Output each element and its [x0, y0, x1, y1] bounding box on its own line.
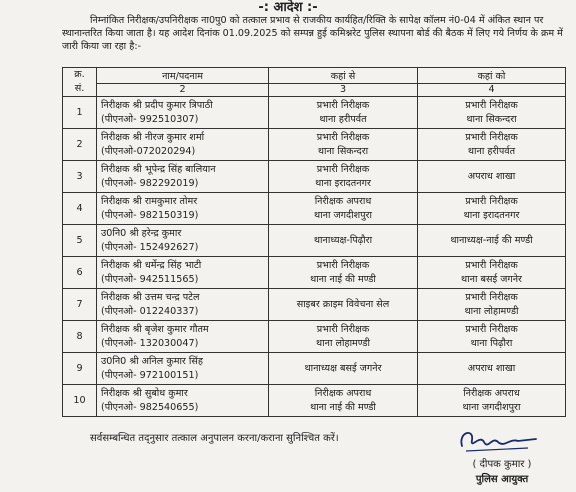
to-cell-line: प्रभारी निरीक्षक	[465, 291, 518, 303]
from-cell-line: थाना हरीपर्वत	[319, 113, 367, 125]
name-cell	[97, 385, 269, 417]
from-cell	[269, 161, 418, 193]
from-cell-line: निरीक्षक अपराध	[314, 387, 372, 399]
name-cell-line: निरीक्षक श्री रामकुमार तोमर	[101, 195, 198, 207]
serial-number-cell: 4	[63, 193, 97, 225]
name-cell-line: (पीएनओ- 982292019)	[101, 177, 199, 189]
name-cell-line: उ0नि0 श्री अनिल कुमार सिंह	[101, 355, 203, 367]
from-cell-line: प्रभारी निरीक्षक	[316, 323, 370, 335]
name-cell-line: निरीक्षक श्री प्रदीप कुमार त्रिपाठी	[101, 99, 213, 111]
name-cell-line: निरीक्षक श्री धर्मेन्द्र सिंह भाटी	[101, 259, 202, 271]
header-name: नाम/पदनाम	[97, 68, 269, 84]
index-cell-4: 4	[418, 83, 566, 96]
to-cell-line: प्रभारी निरीक्षक	[465, 195, 518, 207]
name-cell-line: (पीएनओ-072020294)	[101, 145, 196, 157]
to-cell-line: प्रभारी निरीक्षक	[465, 323, 518, 335]
name-cell-line: (पीएनओ- 132030047)	[101, 337, 199, 349]
serial-number-cell: 8	[63, 321, 97, 353]
from-cell-line: प्रभारी निरीक्षक	[316, 99, 370, 111]
table-index-row	[63, 83, 566, 96]
table-body	[63, 97, 566, 417]
name-cell	[97, 161, 269, 193]
to-cell-line: प्रभारी निरीक्षक	[465, 99, 518, 111]
table-row	[63, 129, 566, 161]
name-cell-line: (पीएनओ- 152492627)	[101, 241, 199, 253]
header-sn	[63, 68, 97, 97]
name-cell-line: निरीक्षक श्री बृजेश कुमार गौतम	[101, 323, 209, 335]
name-cell-line: (पीएनओ- 982540655)	[101, 401, 199, 413]
from-cell-line: थाना नाई की मण्डी	[310, 273, 376, 285]
from-cell	[269, 289, 418, 321]
from-cell-line: साइबर क्राइम विवेचना सेल	[296, 298, 390, 310]
to-cell-line: थानाध्यक्ष-नाई की मण्डी	[450, 234, 533, 246]
from-cell	[269, 385, 418, 417]
serial-number-cell: 2	[63, 129, 97, 161]
table-row	[63, 193, 566, 225]
to-cell-line: प्रभारी निरीक्षक	[465, 131, 518, 143]
signatory-name: ( दीपक कुमार )	[472, 459, 532, 470]
to-cell-line: थाना इरादतनगर	[463, 209, 520, 221]
from-cell-line: प्रभारी निरीक्षक	[316, 131, 370, 143]
table-header-row	[63, 68, 566, 84]
serial-number-cell: 1	[63, 97, 97, 129]
from-cell	[269, 321, 418, 353]
header-from: कहां से	[269, 68, 418, 84]
serial-number-cell: 9	[63, 353, 97, 385]
name-cell	[97, 193, 269, 225]
serial-number-cell: 10	[63, 385, 97, 417]
from-cell-line: थानाध्यक्ष-पिढ़ौरा	[313, 234, 373, 246]
serial-number-cell: 6	[63, 257, 97, 289]
header-sn-line-1: क्र.	[74, 69, 85, 80]
from-cell-line: थानाध्यक्ष बसई जगनेर	[304, 362, 382, 374]
name-cell	[97, 129, 269, 161]
to-cell	[418, 97, 566, 129]
to-cell	[418, 225, 566, 257]
serial-number-cell: 5	[63, 225, 97, 257]
table-row	[63, 353, 566, 385]
to-cell-line: थाना बसई जगनेर	[461, 273, 522, 285]
name-cell	[97, 289, 269, 321]
to-cell-line: थाना सिकन्दरा	[466, 113, 517, 125]
name-cell-line: (पीएनओ- 942511565)	[101, 273, 199, 285]
from-cell	[269, 193, 418, 225]
table-row	[63, 161, 566, 193]
name-cell	[97, 257, 269, 289]
name-cell-line: (पीएनओ- 012240337)	[101, 305, 199, 317]
from-cell-line: थाना जगदीशपुरा	[314, 209, 372, 221]
from-cell	[269, 225, 418, 257]
name-cell-line: (पीएनओ- 992510307)	[101, 113, 199, 125]
table-row	[63, 257, 566, 289]
to-cell-line: थाना लोहामण्डी	[464, 305, 519, 317]
to-cell	[418, 129, 566, 161]
header-to: कहां को	[418, 68, 566, 84]
from-cell-line: थाना सिकन्दरा	[317, 145, 369, 157]
table-row	[63, 385, 566, 417]
from-cell	[269, 97, 418, 129]
document-title: -: आदेश :-	[258, 0, 318, 15]
closing-instruction: सर्वसम्बन्धित तद्नुसार तत्काल अनुपालन करना/कराना सुनिश्चित करें।	[90, 433, 339, 444]
from-cell-line: प्रभारी निरीक्षक	[316, 259, 370, 271]
to-cell	[418, 289, 566, 321]
table-row	[63, 97, 566, 129]
to-cell	[418, 161, 566, 193]
name-cell-line: (पीएनओ- 972100151)	[101, 369, 199, 381]
to-cell	[418, 257, 566, 289]
intro-paragraph	[62, 14, 568, 54]
name-cell	[97, 97, 269, 129]
index-cell-3: 3	[269, 83, 418, 96]
name-cell	[97, 225, 269, 257]
table-row	[63, 225, 566, 257]
name-cell-line: निरीक्षक श्री नीरज कुमार शर्मा	[101, 131, 205, 143]
to-cell	[418, 353, 566, 385]
to-cell-line: थाना पिढ़ौरा	[470, 337, 513, 349]
index-cell-2: 2	[97, 83, 269, 96]
from-cell-line: निरीक्षक अपराध	[314, 195, 372, 207]
name-cell-line: (पीएनओ- 982150319)	[101, 209, 199, 221]
from-cell-line: थाना इरादतनगर	[315, 177, 371, 189]
from-cell-line: प्रभारी निरीक्षक	[316, 163, 370, 175]
to-cell-line: थाना हरीपर्वत	[467, 145, 516, 157]
from-cell-line: थाना लोहामण्डी	[316, 337, 370, 349]
to-cell-line: निरीक्षक अपराध	[463, 387, 520, 399]
table-row	[63, 321, 566, 353]
to-cell-line: थाना जगदीशपुरा	[462, 401, 521, 413]
serial-number-cell: 3	[63, 161, 97, 193]
from-cell	[269, 353, 418, 385]
name-cell-line: निरीक्षक श्री उत्तम चन्द्र पटेल	[101, 291, 200, 303]
to-cell	[418, 385, 566, 417]
name-cell-line: निरीक्षक श्री भूपेन्द्र सिंह बालियान	[101, 163, 216, 175]
table-row	[63, 289, 566, 321]
signatory-designation: पुलिस आयुक्त	[475, 474, 529, 485]
name-cell-line: निरीक्षक श्री सुबोध कुमार	[101, 387, 188, 399]
name-cell	[97, 353, 269, 385]
from-cell	[269, 257, 418, 289]
to-cell-line: अपराध शाखा	[467, 362, 516, 374]
to-cell-line: अपराध शाखा	[467, 170, 516, 182]
to-cell	[418, 321, 566, 353]
signature-mark	[440, 424, 560, 458]
transfer-table	[62, 67, 566, 417]
to-cell-line: प्रभारी निरीक्षक	[465, 259, 518, 271]
serial-number-cell: 7	[63, 289, 97, 321]
header-sn-line-2: सं.	[74, 83, 85, 94]
to-cell	[418, 193, 566, 225]
name-cell-line: उ0नि0 श्री हरेन्द्र कुमार	[101, 227, 182, 239]
from-cell	[269, 129, 418, 161]
from-cell-line: थाना नाई की मण्डी	[310, 401, 376, 413]
intro-text: निम्नांकित निरीक्षक/उपनिरीक्षक ना0पु0 को तत्काल प्रभाव से राजकीय कार्यहित/रिक्ति के सापेक्ष कॉलम नं0-04 में अंकित स्थान पर स्थानान्तरित किया जाता है। यह आदेश दिनांक 01.09.2025 को सम्पन्न हुई कमिश्नरेट पुलिस स्थापना बोर्ड की बैठक में लिए गये निर्णय के क्रम में जारी किया जा रहा है:-	[62, 15, 563, 53]
name-cell	[97, 321, 269, 353]
